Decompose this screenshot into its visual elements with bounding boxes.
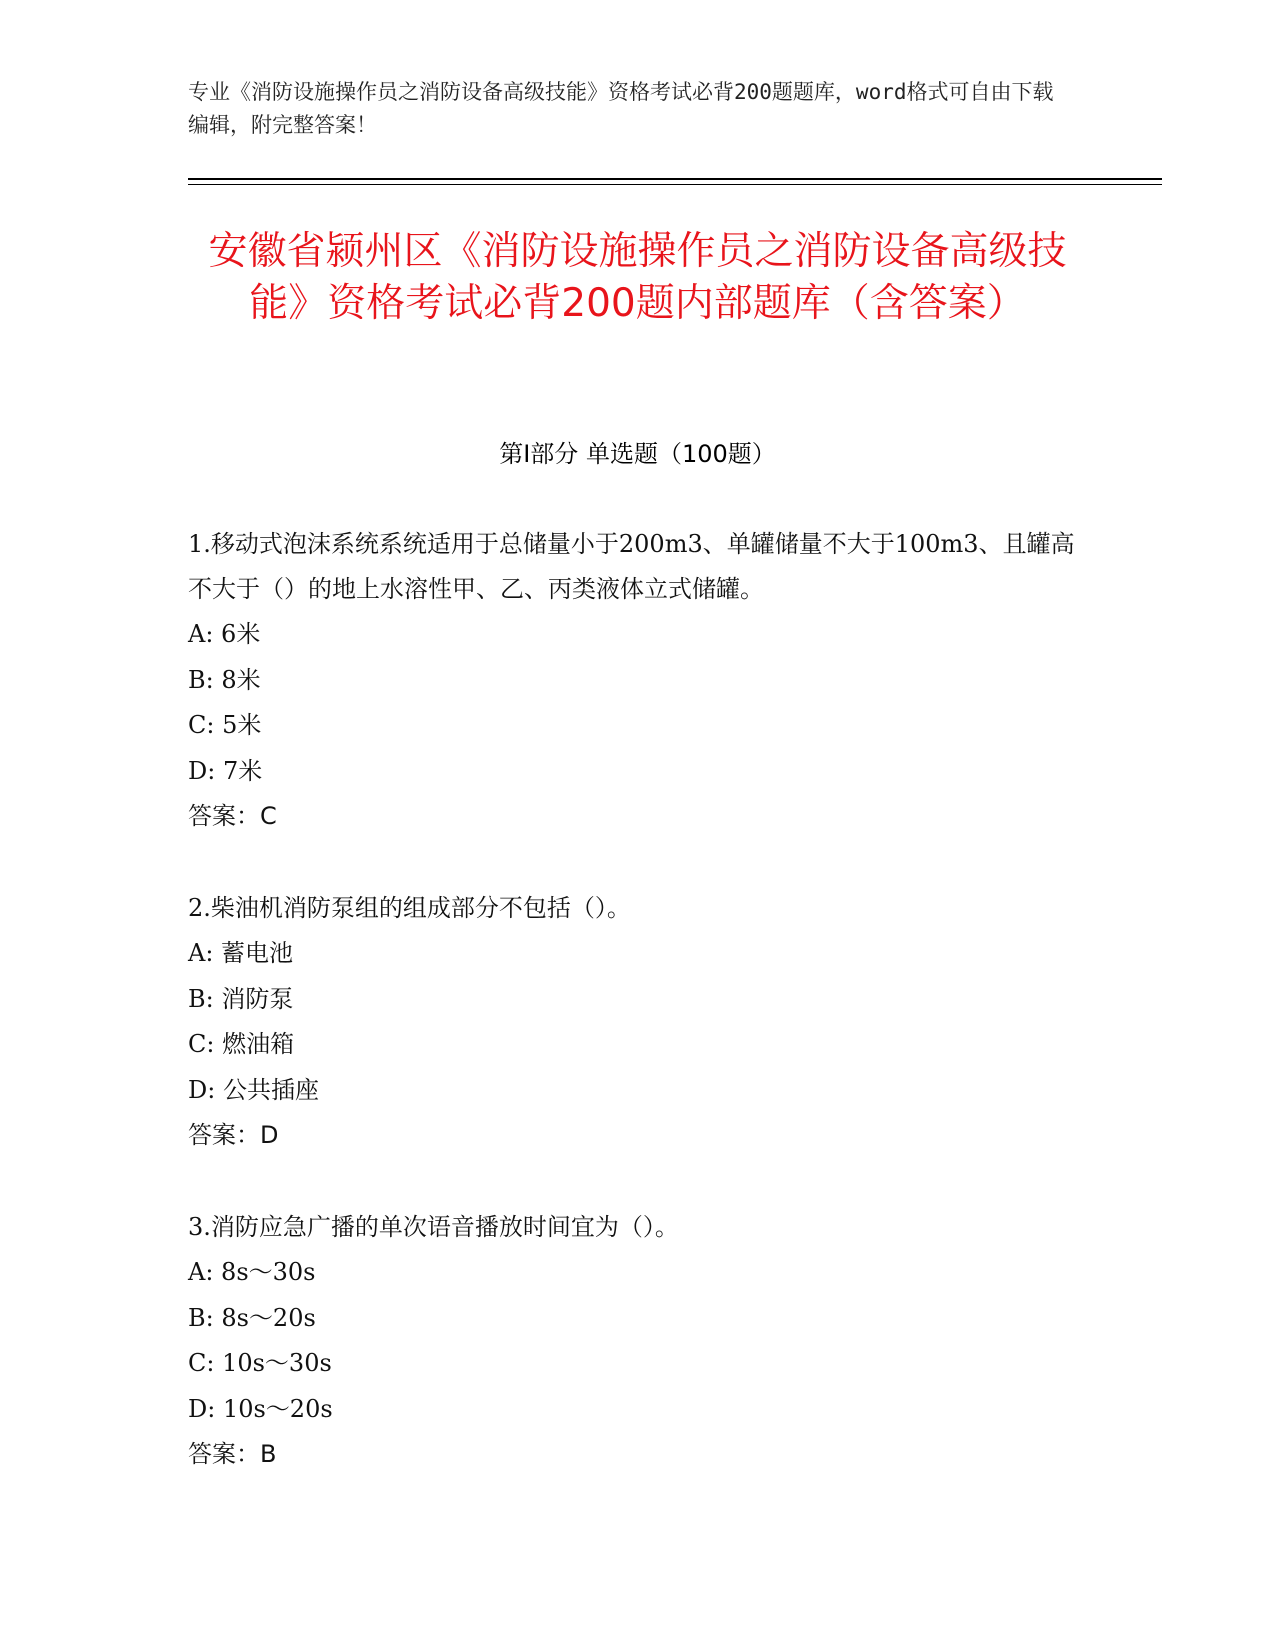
answer: 答案：C	[188, 802, 277, 830]
question-stem: 1.移动式泡沫系统系统适用于总储量小于200m3、单罐储量不大于100m3、且罐高不大于（）的地上水溶性甲、乙、丙类液体立式储罐。	[188, 530, 1075, 603]
question-3	[188, 1205, 1088, 1477]
option-a: A: 6米	[188, 620, 261, 648]
question-stem: 3.消防应急广播的单次语音播放时间宜为（）。	[188, 1213, 679, 1241]
question-stem: 2.柴油机消防泵组的组成部分不包括（）。	[188, 894, 631, 922]
option-d: D: 公共插座	[188, 1075, 319, 1104]
header-rule-thin	[188, 184, 1162, 185]
option-a: A: 蓄电池	[188, 939, 294, 967]
option-a: A: 8s～30s	[188, 1258, 316, 1286]
option-b: B: 消防泵	[188, 984, 294, 1013]
document-title: 安徽省颍州区《消防设施操作员之消防设备高级技能》资格考试必背200题内部题库（含答案）	[208, 229, 1067, 326]
header-rule-thick	[188, 178, 1162, 180]
header-note: 专业《消防设施操作员之消防设备高级技能》资格考试必背200题题库，word格式可自由下载编辑，附完整答案！	[188, 80, 1054, 137]
option-c: C: 燃油箱	[188, 1030, 295, 1058]
answer: 答案：D	[188, 1121, 279, 1149]
option-c: C: 10s～30s	[188, 1349, 332, 1377]
option-b: B: 8米	[188, 665, 261, 694]
answer: 答案：B	[188, 1440, 277, 1468]
option-d: D: 10s～20s	[188, 1394, 333, 1423]
option-b: B: 8s～20s	[188, 1303, 316, 1332]
question-1	[188, 522, 1088, 839]
option-c: C: 5米	[188, 711, 262, 739]
question-2	[188, 886, 1088, 1158]
section-heading: 第I部分 单选题（100题）	[499, 440, 776, 468]
option-d: D: 7米	[188, 756, 263, 785]
